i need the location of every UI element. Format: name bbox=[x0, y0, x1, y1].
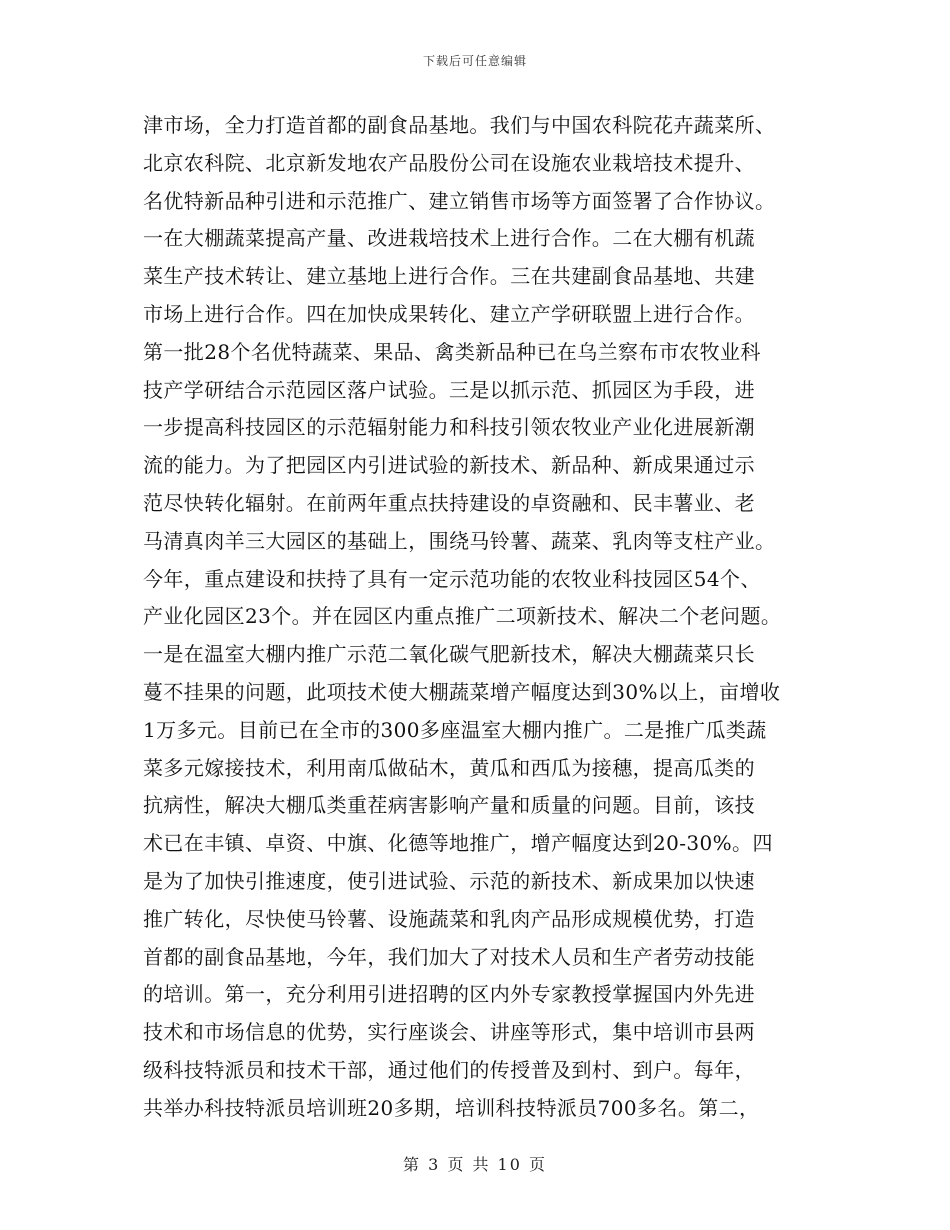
text-line: 菜生产技术转让、建立基地上进行合作。三在共建副食品基地、共建 bbox=[143, 264, 755, 289]
text-line: 第一批28个名优特蔬菜、果品、禽类新品种已在乌兰察布市农牧业科 bbox=[143, 339, 761, 364]
text-line: 流的能力。为了把园区内引进试验的新技术、新品种、新成果通过示 bbox=[143, 453, 755, 478]
text-line: 津市场，全力打造首都的副食品基地。我们与中国农科院花卉蔬菜所、 bbox=[143, 113, 776, 137]
text-line: 菜多元嫁接技术，利用南瓜做砧木，黄瓜和西瓜为接穗，提高瓜类的 bbox=[143, 755, 755, 780]
text-line: 首都的副食品基地，今年，我们加大了对技术人员和生产者劳动技能 bbox=[143, 944, 755, 969]
text-line: 名优特新品种引进和示范推广、建立销售市场等方面签署了合作协议。 bbox=[143, 188, 776, 213]
text-line: 市场上进行合作。四在加快成果转化、建立产学研联盟上进行合作。 bbox=[143, 301, 755, 326]
text-line: 抗病性，解决大棚瓜类重茬病害影响产量和质量的问题。目前，该技 bbox=[143, 793, 755, 818]
document-body bbox=[143, 107, 823, 1128]
text-line: 今年，重点建设和扶持了具有一定示范功能的农牧业科技园区54个、 bbox=[143, 566, 761, 591]
text-line: 推广转化，尽快使马铃薯、设施蔬菜和乳肉产品形成规模优势，打造 bbox=[143, 906, 755, 931]
text-line: 北京农科院、北京新发地农产品股份公司在设施农业栽培技术提升、 bbox=[143, 150, 755, 175]
text-line: 技产学研结合示范园区落户试验。三是以抓示范、抓园区为手段，进 bbox=[143, 377, 755, 402]
text-line: 术已在丰镇、卓资、中旗、化德等地推广，增产幅度达到20-30%。四 bbox=[143, 831, 773, 856]
text-line: 产业化园区23个。并在园区内重点推广二项新技术、解决二个老问题。 bbox=[143, 604, 782, 629]
text-line: 共举办科技特派员培训班20多期，培训科技特派员700多名。第二， bbox=[143, 1095, 760, 1120]
text-line: 一在大棚蔬菜提高产量、改进栽培技术上进行合作。二在大棚有机蔬 bbox=[143, 226, 755, 251]
text-line: 是为了加快引推速度，使引进试验、示范的新技术、新成果加以快速 bbox=[143, 868, 755, 893]
page-number: 第 3 页 共 10 页 bbox=[403, 1155, 547, 1174]
text-line: 一是在温室大棚内推广示范二氧化碳气肥新技术，解决大棚蔬菜只长 bbox=[143, 642, 755, 667]
text-line: 蔓不挂果的问题，此项技术使大棚蔬菜增产幅度达到30%以上，亩增收 bbox=[143, 679, 781, 704]
text-line: 1万多元。目前已在全市的300多座温室大棚内推广。二是推广瓜类蔬 bbox=[143, 717, 767, 742]
text-line: 的培训。第一，充分利用引进招聘的区内外专家教授掌握国内外先进 bbox=[143, 982, 755, 1007]
text-line: 一步提高科技园区的示范辐射能力和科技引领农牧业产业化进展新潮 bbox=[143, 415, 755, 440]
text-line: 级科技特派员和技术干部，通过他们的传授普及到村、到户。每年， bbox=[143, 1057, 755, 1082]
header-note: 下载后可任意编辑 bbox=[422, 54, 527, 68]
text-line: 马清真肉羊三大园区的基础上，围绕马铃薯、蔬菜、乳肉等支柱产业。 bbox=[143, 528, 776, 553]
text-line: 技术和市场信息的优势，实行座谈会、讲座等形式，集中培训市县两 bbox=[143, 1020, 755, 1045]
text-line: 范尽快转化辐射。在前两年重点扶持建设的卓资融和、民丰薯业、老 bbox=[143, 490, 755, 515]
